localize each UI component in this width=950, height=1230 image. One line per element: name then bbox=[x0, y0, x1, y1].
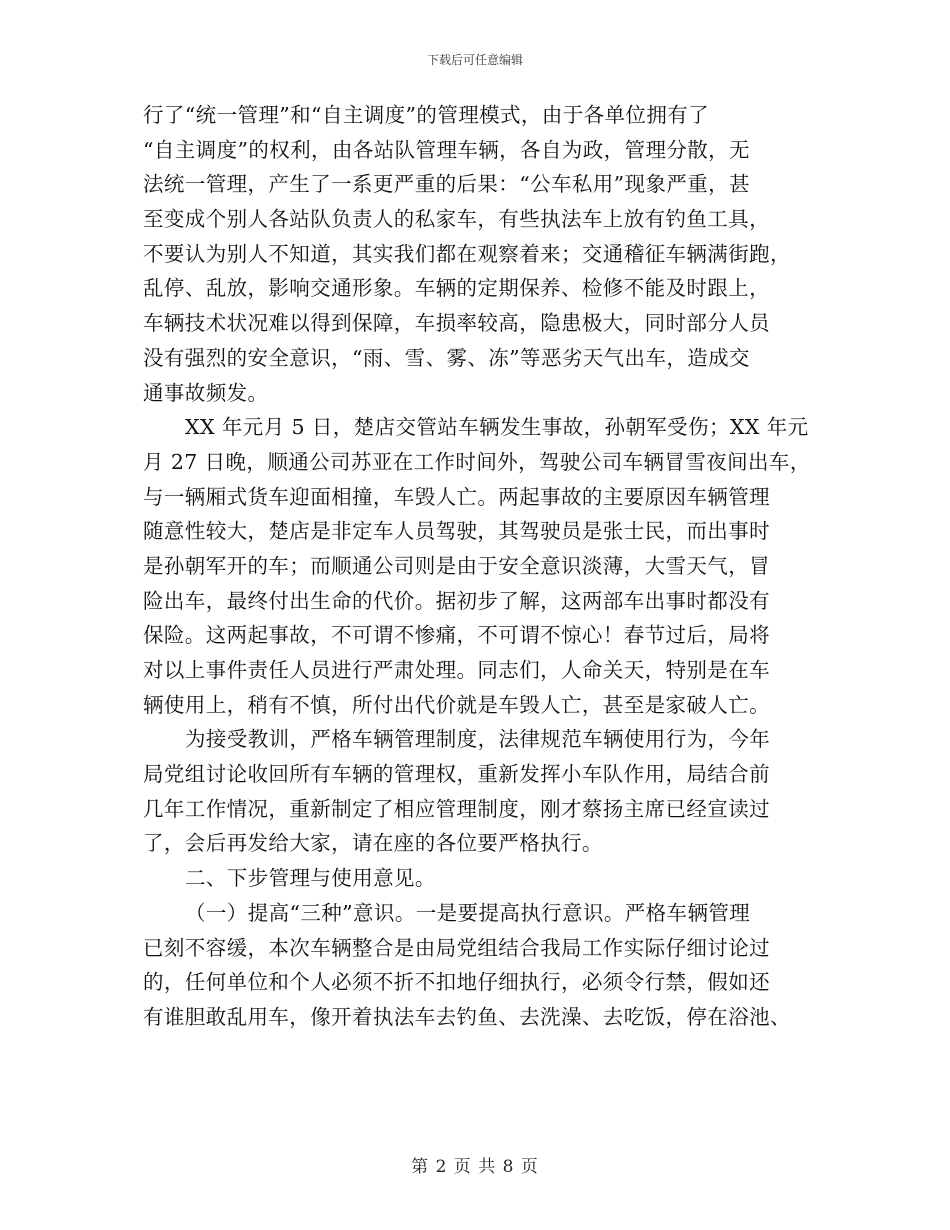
text-line: 月 27 日晚，顺通公司苏亚在工作时间外，驾驶公司车辆冒雪夜间出车， bbox=[143, 449, 811, 474]
text-line: 不要认为别人不知道，其实我们都在观察着来；交通稽征车辆满街跑， bbox=[143, 241, 791, 266]
text-line: 辆使用上，稍有不慎，所付出代价就是车毁人亡，甚至是家破人亡。 bbox=[143, 692, 770, 717]
text-line: 乱停、乱放，影响交通形象。车辆的定期保养、检修不能及时跟上， bbox=[143, 276, 770, 301]
text-line: 为接受教训，严格车辆管理制度，法律规范车辆使用行为，今年 bbox=[185, 727, 771, 752]
text-line: 是孙朝军开的车；而顺通公司则是由于安全意识淡薄，大雪天气，冒 bbox=[143, 553, 770, 578]
text-line: 对以上事件责任人员进行严肃处理。同志们，人命关天，特别是在车 bbox=[143, 658, 770, 682]
text-line: 二、下步管理与使用意见。 bbox=[185, 866, 436, 891]
text-line: 有谁胆敢乱用车，像开着执法车去钓鱼、去洗澡、去吃饭，停在浴池、 bbox=[143, 1004, 791, 1029]
text-line: 与一辆厢式货车迎面相撞，车毁人亡。两起事故的主要原因车辆管理 bbox=[143, 484, 770, 509]
text-line: 几年工作情况，重新制定了相应管理制度，刚才蔡扬主席已经宣读过 bbox=[143, 796, 770, 821]
text-line: 随意性较大，楚店是非定车人员驾驶，其驾驶员是张士民，而出事时 bbox=[143, 519, 770, 544]
page-header: 下载后可任意编辑 bbox=[426, 53, 523, 67]
text-line: XX 年元月 5 日，楚店交管站车辆发生事故，孙朝军受伤；XX 年元 bbox=[185, 415, 809, 440]
text-line: 局党组讨论收回所有车辆的管理权，重新发挥小车队作用，局结合前 bbox=[143, 762, 770, 787]
text-line: 没有强烈的安全意识，“雨、雪、雾、冻”等恶劣天气出车，造成交 bbox=[143, 345, 750, 370]
text-line: “自主调度”的权利，由各站队管理车辆，各自为政，管理分散，无 bbox=[143, 137, 750, 162]
text-line: 至变成个别人各站队负责人的私家车，有些执法车上放有钓鱼工具， bbox=[143, 207, 770, 232]
text-line: 通事故频发。 bbox=[143, 380, 269, 405]
page-number-footer: 第 2 页 共 8 页 bbox=[411, 1157, 539, 1177]
text-line: 行了“统一管理”和“自主调度”的管理模式，由于各单位拥有了 bbox=[143, 103, 710, 127]
text-line: 了，会后再发给大家，请在座的各位要严格执行。 bbox=[143, 831, 603, 856]
text-line: 法统一管理，产生了一系更严重的后果：“公车私用”现象严重，甚 bbox=[143, 172, 750, 197]
text-line: 车辆技术状况难以得到保障，车损率较高，隐患极大，同时部分人员 bbox=[143, 311, 770, 336]
text-line: 的，任何单位和个人必须不折不扣地仔细执行，必须令行禁，假如还 bbox=[143, 970, 770, 995]
text-line: 险出车，最终付出生命的代价。据初步了解，这两部车出事时都没有 bbox=[143, 588, 770, 613]
text-line: 保险。这两起事故，不可谓不惨痛，不可谓不惊心！春节过后，局将 bbox=[143, 623, 770, 648]
document-body bbox=[143, 98, 823, 1035]
text-line: （一）提高“三种”意识。一是要提高执行意识。严格车辆管理 bbox=[185, 900, 751, 925]
text-line: 已刻不容缓，本次车辆整合是由局党组结合我局工作实际仔细讨论过 bbox=[143, 935, 770, 960]
